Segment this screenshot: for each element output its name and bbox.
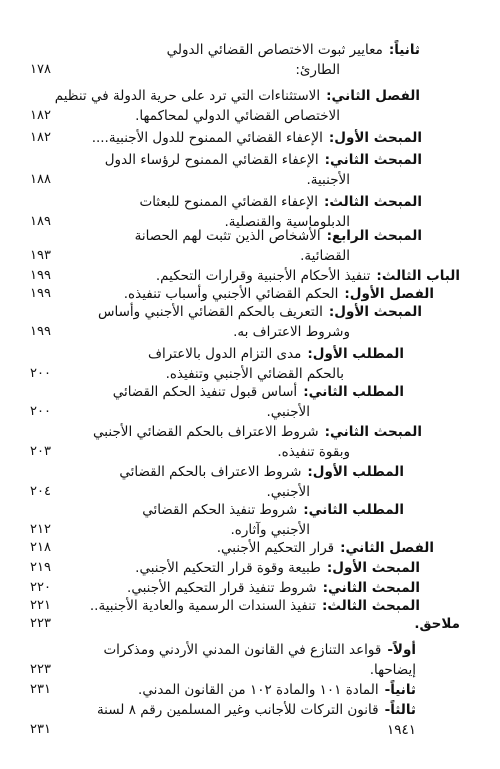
entry-label: المبحث الثالث: bbox=[323, 194, 422, 210]
entry-label: ثانياً- bbox=[384, 682, 416, 698]
toc-entry bbox=[0, 614, 500, 638]
entry-title: الإعفاء القضائي الممنوح للبعثات bbox=[139, 194, 318, 210]
entry-title: شروط الاعتراف بالحكم القضائي الأجنبي bbox=[93, 424, 319, 440]
page-number: ٢١٨ bbox=[30, 540, 51, 555]
toc-entry bbox=[0, 422, 500, 460]
entry-title: الاستثناءات التي ترد على حرية الدولة في تنظيم bbox=[54, 88, 321, 104]
page-number: ١٨٢ bbox=[30, 130, 51, 145]
entry-title: شروط تنفيذ الحكم القضائي bbox=[142, 502, 298, 518]
entry-title: التعريف بالحكم القضائي الأجنبي وأساس bbox=[98, 304, 323, 320]
entry-title: قواعد التنازع في القانون المدني الأردني ومذكرات bbox=[103, 642, 382, 658]
page-number: ٢٢٣ bbox=[30, 616, 51, 631]
entry-label: المطلب الأول: bbox=[307, 464, 404, 480]
entry-title: تنفيذ السندات الرسمية والعادية الأجنبية.. bbox=[89, 598, 316, 614]
entry-title: الحكم القضائي الأجنبي وأسباب تنفيذه. bbox=[123, 286, 339, 302]
entry-title: شروط الاعتراف بالحكم القضائي bbox=[119, 464, 302, 480]
entry-title: تنفيذ الأحكام الأجنبية وقرارات التحكيم. bbox=[155, 268, 371, 284]
entry-title: شروط تنفيذ قرار التحكيم الأجنبي. bbox=[127, 580, 317, 596]
entry-title: قرار التحكيم الأجنبي. bbox=[216, 540, 335, 556]
entry-continuation: الدبلوماسية والقنصلية. bbox=[224, 214, 350, 230]
entry-title: مدى التزام الدول بالاعتراف bbox=[147, 346, 302, 362]
toc-entry bbox=[0, 344, 500, 382]
entry-label: ثالثاً- bbox=[384, 702, 416, 718]
entry-label: المطلب الأول: bbox=[307, 346, 404, 362]
entry-label: المبحث الثاني: bbox=[322, 580, 420, 596]
toc-entry bbox=[0, 86, 500, 124]
page-number: ١٨٢ bbox=[30, 108, 51, 123]
entry-label: ثانياً: bbox=[388, 42, 420, 58]
entry-label: الفصل الثاني: bbox=[340, 540, 434, 556]
entry-label: الفصل الأول: bbox=[344, 286, 434, 302]
entry-title: الإعفاء القضائي الممنوح لرؤساء الدول bbox=[104, 152, 319, 168]
toc-entry bbox=[0, 150, 500, 188]
toc-entry bbox=[0, 302, 500, 340]
entry-continuation: ١٩٤١ bbox=[386, 722, 416, 738]
entry-label: الفصل الثاني: bbox=[326, 88, 420, 104]
entry-title: المادة ١٠١ والمادة ١٠٢ من القانون المدني. bbox=[138, 682, 379, 698]
toc-entry bbox=[0, 500, 500, 538]
toc-entry bbox=[0, 40, 500, 78]
entry-continuation: إيضاحها. bbox=[369, 662, 416, 678]
entry-continuation: الأجنبي وآثاره. bbox=[230, 522, 310, 538]
entry-title: الإعفاء القضائي الممنوح للدول الأجنبية.... bbox=[91, 130, 323, 146]
toc-entry bbox=[0, 382, 500, 420]
entry-title: معايير ثبوت الاختصاص القضائي الدولي bbox=[166, 42, 383, 58]
page-number: ٢٣١ bbox=[30, 722, 51, 737]
page-number: ٢١٢ bbox=[30, 522, 51, 537]
entry-continuation: بالحكم القضائي الأجنبي وتنفيذه. bbox=[165, 366, 344, 382]
page-number: ١٩٩ bbox=[30, 286, 51, 301]
page-number: ٢٢١ bbox=[30, 598, 51, 613]
page-number: ٢٢٣ bbox=[30, 662, 51, 677]
page-number: ٢٠٣ bbox=[30, 444, 51, 459]
toc-entry bbox=[0, 640, 500, 678]
toc-entry bbox=[0, 192, 500, 230]
page-number: ١٧٨ bbox=[30, 62, 51, 77]
entry-continuation: الطارئ: bbox=[295, 62, 340, 78]
entry-label: المطلب الثاني: bbox=[303, 502, 404, 518]
page-number: ١٩٩ bbox=[30, 268, 51, 283]
page-number: ١٩٩ bbox=[30, 324, 51, 339]
entry-label: المبحث الثاني: bbox=[324, 152, 422, 168]
entry-label: المبحث الثاني: bbox=[324, 424, 422, 440]
entry-continuation: الأجنبية. bbox=[306, 172, 350, 188]
page-number: ٢٠٠ bbox=[30, 366, 51, 381]
toc-entry bbox=[0, 462, 500, 500]
entry-continuation: القضائية. bbox=[300, 248, 350, 264]
entry-label: المبحث الثالث: bbox=[321, 598, 420, 614]
page-number: ١٨٩ bbox=[30, 214, 51, 229]
entry-label: المطلب الثاني: bbox=[303, 384, 404, 400]
entry-label: المبحث الأول: bbox=[326, 560, 420, 576]
entry-label: المبحث الأول: bbox=[328, 130, 422, 146]
page-number: ١٩٣ bbox=[30, 248, 51, 263]
entry-title: الأشخاص الذين تثبت لهم الحصانة bbox=[134, 228, 321, 244]
page-number: ١٨٨ bbox=[30, 172, 51, 187]
page-number: ٢٣١ bbox=[30, 682, 51, 697]
page-number: ٢٠٤ bbox=[30, 484, 51, 499]
toc-entry bbox=[0, 128, 500, 152]
entry-title: أساس قبول تنفيذ الحكم القضائي bbox=[112, 384, 298, 400]
entry-continuation: الاختصاص القضائي الدولي لمحاكمها. bbox=[135, 108, 340, 124]
entry-label: المبحث الأول: bbox=[328, 304, 422, 320]
entry-continuation: الأجنبي. bbox=[266, 484, 310, 500]
entry-label: أولاً- bbox=[387, 642, 416, 658]
page-number: ٢٠٠ bbox=[30, 404, 51, 419]
entry-label: ملاحق. bbox=[414, 616, 460, 632]
entry-continuation: وبقوة تنفيذه. bbox=[277, 444, 350, 460]
entry-continuation: وشروط الاعتراف به. bbox=[233, 324, 350, 340]
page-number: ٢٢٠ bbox=[30, 580, 51, 595]
toc-entry bbox=[0, 226, 500, 264]
entry-title: طبيعة وقوة قرار التحكيم الأجنبي. bbox=[135, 560, 321, 576]
entry-label: الباب الثالث: bbox=[376, 268, 460, 284]
entry-title: قانون التركات للأجانب وغير المسلمين رقم ٨ لسنة bbox=[96, 702, 379, 718]
entry-continuation: الأجنبي. bbox=[266, 404, 310, 420]
page-number: ٢١٩ bbox=[30, 560, 51, 575]
toc-entry bbox=[0, 700, 500, 738]
entry-label: المبحث الرابع: bbox=[326, 228, 422, 244]
